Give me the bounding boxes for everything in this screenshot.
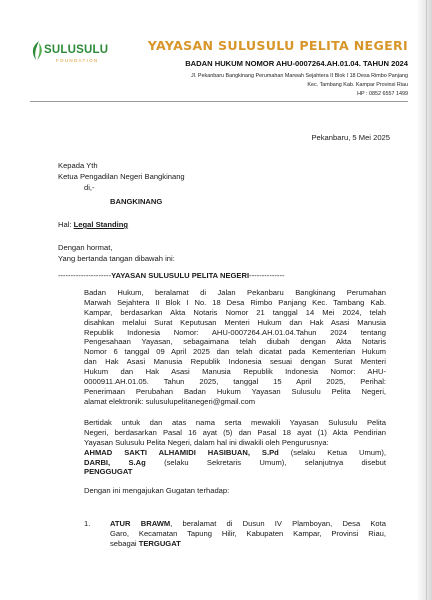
defendant-name: ATUR BRAWM	[110, 519, 171, 528]
logo-subtitle: FOUNDATION	[56, 58, 99, 63]
place-date: Pekanbaru, 5 Mei 2025	[311, 133, 390, 142]
logo-wordmark: SULUSULU	[44, 44, 109, 56]
paragraph-line: Pengesahaan Yayasan, sebagaimana telah diubah dengan Akta Notaris	[84, 337, 386, 347]
representation-paragraph	[84, 418, 386, 477]
paragraph-line: Yayasan Sulusulu Pelita Negeri, dalam hal ini diwakili oleh Pengurusnya:	[84, 437, 329, 447]
foundation-logo	[30, 38, 116, 72]
address-line-2: Kec. Tambang Kab. Kampar Provinsi Riau	[307, 82, 408, 88]
paragraph-line: Hukum dan Hak Asasi Manusia Republik Indonesia Nomor: AHU-	[84, 367, 386, 377]
subject-text: Legal Standing	[73, 220, 129, 229]
defendant-block	[110, 519, 386, 549]
greeting: Dengan hormat,	[58, 243, 113, 252]
to-label: Kepada Yth	[58, 161, 98, 170]
dashes-left: ---------------------	[58, 271, 112, 280]
dashes-right: --------------	[249, 271, 285, 280]
organization-name: YAYASAN SULUSULU PELITA NEGERI	[147, 38, 408, 53]
email-line: alamat elektronik: sulusulupelitanegeri@gmail.com	[84, 396, 256, 406]
defendant-line-1	[110, 519, 386, 529]
paragraph-line: disahkan melalui Surat Keputusan Menteri Hukum dan Hak Asasi Manusia	[84, 317, 386, 327]
representative-2-line	[84, 458, 386, 468]
phone-number: HP : 0852 6557 1499	[357, 91, 408, 97]
org-heading-line	[58, 271, 285, 281]
paragraph-line: Bertidak untuk dan atas nama serta mewakili Yayasan Sulusulu Pelita	[84, 418, 386, 427]
org-heading: YAYASAN SULUSULU PELITA NEGERI	[111, 271, 250, 280]
recipient: Ketua Pengadilan Negeri Bangkinang	[58, 172, 185, 181]
address-line-1: Jl. Pekanbaru Bangkinang Perumahan Marwah Sejahtera II Blok I 18 Desa Rimbo Panjang	[191, 73, 408, 79]
legal-entity-number: BADAN HUKUM NOMOR AHU-0007264.AH.01.04. TAHUN 2024	[185, 59, 408, 68]
defendant-number: 1.	[84, 519, 91, 528]
plaintiff-label: PENGGUGAT	[84, 467, 133, 477]
paragraph-line: Negeri, berdasarkan Pasal 16 ayat (5) dan Pasal 18 ayat (1) Akta Pendirian	[84, 427, 386, 437]
representative-1-name: AHMAD SAKTI ALHAMIDI HASIBUAN, S.Pd	[84, 447, 279, 457]
defendant-address-1: , beralamat di Dusun IV Plamboyan, Desa Kota	[170, 519, 386, 528]
paragraph-line: dan Hak Asasi Manusia Republik Indonesia sesuai dengan Surat Menteri	[84, 357, 386, 367]
representative-2-name: DARBI, S.Ag	[84, 457, 146, 467]
page-edge-shadow	[416, 0, 432, 600]
legal-basis-paragraph	[84, 288, 386, 407]
paragraph-line: Marwah Sejahtera II Blok I No. 18 Desa Rimbo Panjang Kec. Tambang Kab.	[84, 297, 386, 307]
filing-intro: Dengan ini mengajukan Gugatan terhadap:	[84, 486, 230, 495]
location-prefix: di,-	[84, 183, 95, 192]
defendant-role-prefix: sebagai	[110, 538, 139, 548]
recipient-location: BANGKINANG	[110, 197, 163, 206]
paragraph-line: Penerimaan Perubahan Badan Hukum Yayasan Sulusulu Pelita Negeri,	[84, 386, 386, 396]
paragraph-line: Nomor 6 tanggal 09 April 2025 dan telah dicatat pada Kementerian Hukum	[84, 347, 386, 357]
defendant-line-3	[110, 539, 386, 549]
defendant-address-2: Garo, Kecamatan Tapung Hilir, Kabupaten Kampar, Provinsi Riau,	[110, 528, 386, 538]
page-edge-line	[426, 0, 427, 600]
paragraph-line: Kampar, berdasarkan Akta Notaris Nomor 21 tanggal 14 Mei 2024, telah	[84, 307, 386, 317]
letterhead-divider	[30, 101, 408, 102]
subject-label: Hal:	[58, 220, 72, 229]
paragraph-line: Badan Hukum, beralamat di Jalan Pekanbaru Bangkinang Perumahan	[84, 288, 386, 297]
intro-line: Yang bertanda tangan dibawah ini:	[58, 254, 175, 263]
subject-line	[58, 220, 128, 230]
representative-1-line	[84, 448, 386, 458]
representative-1-role: (selaku Ketua Umum),	[278, 447, 386, 457]
representative-2-role: (selaku Sekretaris Umum), selanjutnya disebut	[145, 457, 386, 467]
defendant-role: TERGUGAT	[138, 538, 181, 548]
paragraph-line: 0000911.AH.01.05. Tahun 2025, tanggal 15 April 2025, Perihal:	[84, 377, 386, 387]
paragraph-line: Republik Indonesia Nomor: AHU-0007264.AH.01.04.Tahun 2024 tentang	[84, 327, 386, 337]
